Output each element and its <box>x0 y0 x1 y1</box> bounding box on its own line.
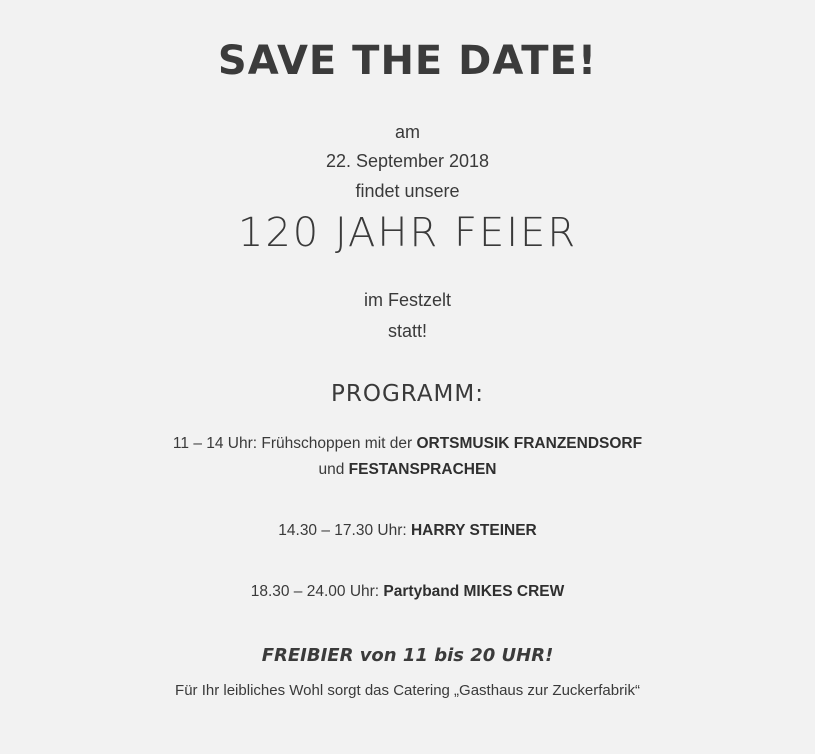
program-item-act: HARRY STEINER <box>410 522 537 539</box>
catering-note: Für Ihr leibliches Wohl sorgt das Catering „Gasthaus zur Zuckerfabrik“ <box>175 682 640 699</box>
event-title: 120 JAHR FEIER <box>237 210 578 256</box>
program-item-act: ORTSMUSIK FRANZENDSORF <box>416 435 643 452</box>
program-item-act: FESTANSPRACHEN <box>348 461 497 478</box>
program-item-time: 14.30 – 17.30 Uhr: <box>278 522 411 539</box>
program-item-time: 18.30 – 24.00 Uhr: <box>250 583 384 600</box>
program-item-continued <box>0 461 815 479</box>
headline: SAVE THE DATE! <box>217 38 598 84</box>
intro-findet: findet unsere <box>355 181 460 201</box>
event-place-statt: statt! <box>387 321 427 341</box>
event-date: 22. September 2018 <box>325 151 490 171</box>
freibier-note: FREIBIER von 11 bis 20 UHR! <box>261 645 554 666</box>
program-item <box>0 435 815 453</box>
program-item <box>0 583 815 601</box>
program-heading: PROGRAMM: <box>331 381 484 407</box>
program-item-time: 11 – 14 Uhr: Frühschoppen mit der <box>172 435 417 452</box>
program-item <box>0 522 815 540</box>
program-item-act: Partyband MIKES CREW <box>383 583 565 600</box>
event-place: im Festzelt <box>363 290 451 310</box>
intro-am: am <box>394 122 420 142</box>
program-item-prefix: und <box>318 461 349 478</box>
